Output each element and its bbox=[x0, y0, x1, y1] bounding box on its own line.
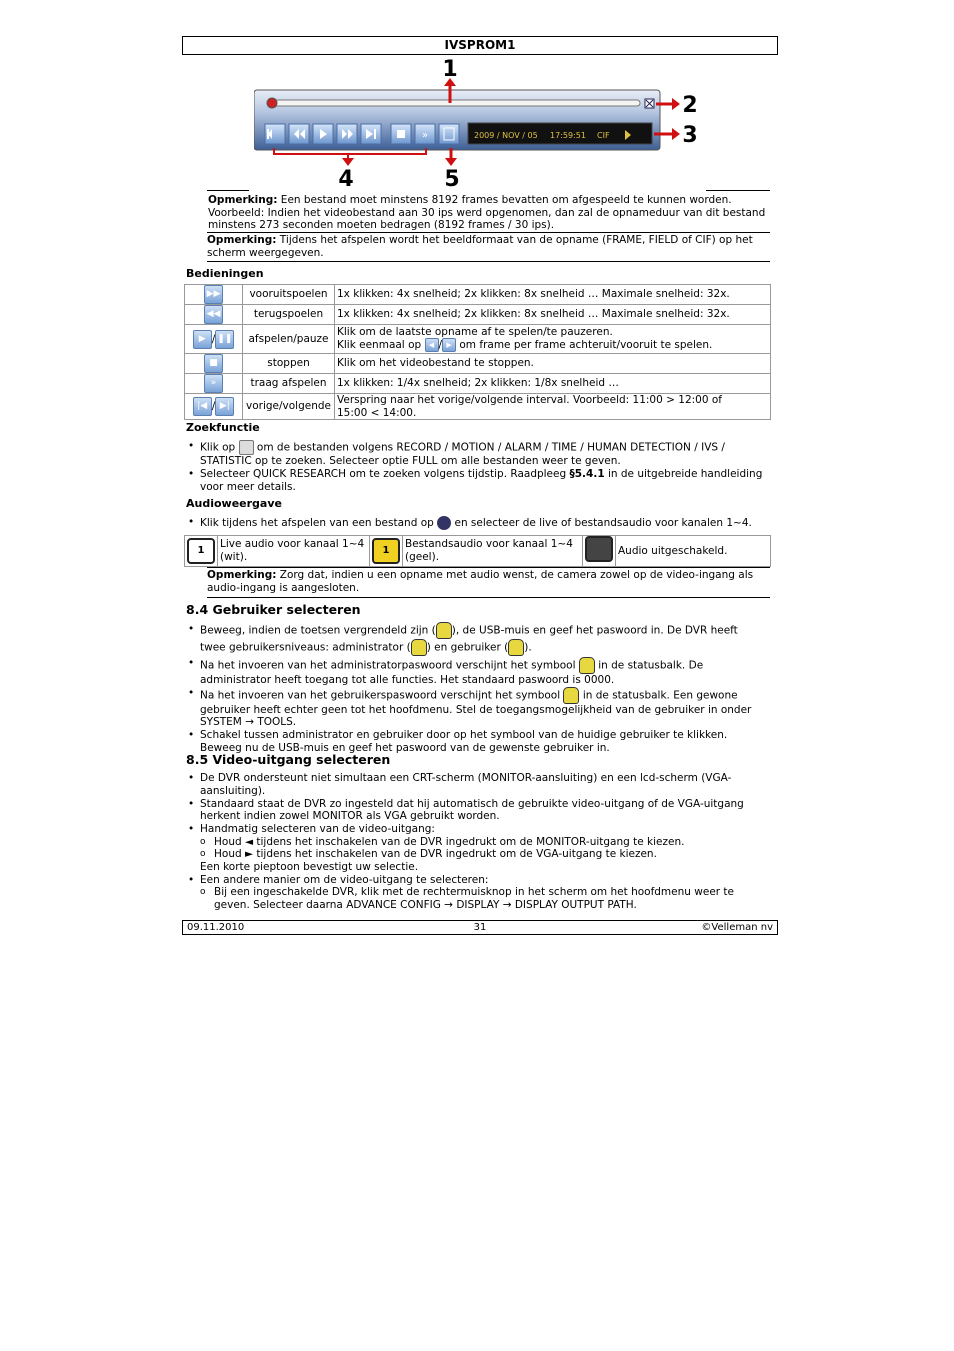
list-item: o Houd ◄ tijdens het inschakelen van de DVR ingedrukt om de MONITOR-uitgang te kiezen. bbox=[200, 836, 770, 849]
list-item: • Handmatig selecteren van de video-uitgang: o Houd ◄ tijdens het inschakelen van de DVR ingedrukt om de MONITOR-uitgang te kiezen. o Houd ► tijdens het inschakelen van de DVR ingedrukt om de VGA-uitgang te kiezen. Een korte pieptoon bevestigt uw selectie. bbox=[185, 823, 770, 873]
list-item: o Bij een ingeschakelde DVR, klik met de rechtermuisknop in het scherm om het hoofdmenu weer te geven. Selecteer daarna ADVANCE CONFIG → DISPLAY → DISPLAY OUTPUT PATH. bbox=[200, 886, 770, 911]
footer-date: 09.11.2010 bbox=[187, 922, 245, 933]
table-row: ▶ / ❚❚ afspelen/pauze Klik om de laatste opname af te spelen/te pauzeren. Klik eenmaal op ◀ / ▶ om frame per frame achteruit/vooruit te spelen. bbox=[185, 325, 771, 354]
audio-table bbox=[184, 535, 771, 567]
controls-heading: Bedieningen bbox=[186, 267, 264, 280]
step-forward-icon: ▶ bbox=[442, 338, 456, 352]
list-item: • Klik tijdens het afspelen van een bestand op en selecteer de live of bestandsaudio voor kanalen 1~4. bbox=[185, 516, 770, 530]
lock-icon bbox=[436, 622, 452, 639]
audio-heading: Audioweergave bbox=[186, 497, 282, 510]
page-number: 31 bbox=[473, 922, 487, 933]
pause-icon: ❚❚ bbox=[215, 330, 234, 349]
section-8-4-heading: 8.4 Gebruiker selecteren bbox=[186, 602, 361, 617]
page-header: IVSPROM1 bbox=[182, 36, 778, 55]
play-icon: ▶ bbox=[193, 330, 212, 349]
list-item: • Na het invoeren van het administratorpaswoord verschijnt het symbool in de statusbalk. De administrator heeft toegang tot alle functies. Het standaard paswoord is 0000. bbox=[185, 657, 770, 687]
player-illustration bbox=[254, 56, 714, 191]
search-heading: Zoekfunctie bbox=[186, 421, 260, 434]
search-list bbox=[185, 440, 770, 494]
svg-text:3: 3 bbox=[682, 123, 698, 148]
svg-text:5: 5 bbox=[444, 167, 460, 191]
section-8-5-list bbox=[185, 772, 770, 912]
search-icon bbox=[239, 440, 254, 455]
table-row: » traag afspelen 1x klikken: 1/4x snelheid; 2x klikken: 1/8x snelheid … bbox=[185, 374, 771, 394]
user-status-icon bbox=[563, 687, 579, 704]
list-item: • Een andere manier om de video-uitgang te selecteren: o Bij een ingeschakelde DVR, klik met de rechtermuisknop in het scherm om het hoofdmenu weer te geven. Selecteer daarna ADVANCE CONFIG → DISPLAY → DISPLAY OUTPUT PATH. bbox=[185, 874, 770, 912]
record-dot-icon bbox=[267, 98, 277, 108]
rule-left bbox=[207, 190, 249, 191]
list-item: • Schakel tussen administrator en gebruiker door op het symbool van de huidige gebruiker te klikken. Beweeg nu de USB-muis en geef het paswoord van de gewenste gebruiker in. bbox=[185, 729, 770, 754]
svg-text:2: 2 bbox=[682, 93, 698, 118]
note-audio: Opmerking: Zorg dat, indien u een opname met audio wenst, de camera zowel op de video-ingang als audio-ingang is aangesloten. bbox=[207, 567, 770, 594]
section-8-5-heading: 8.5 Video-uitgang selecteren bbox=[186, 752, 391, 767]
speaker-live-icon: 1 bbox=[187, 538, 215, 564]
player-date: 2009 / NOV / 05 bbox=[474, 131, 538, 140]
stop-icon: ■ bbox=[204, 354, 223, 373]
list-item: • Standaard staat de DVR zo ingesteld dat hij automatisch de gebruikte video-uitgang of de VGA-uitgang herkent indien zowel MONITOR als VGA gebruikt worden. bbox=[185, 798, 770, 823]
list-item: o Houd ► tijdens het inschakelen van de DVR ingedrukt om de VGA-uitgang te kiezen. bbox=[200, 848, 770, 861]
admin-icon bbox=[411, 639, 427, 656]
control-buttons bbox=[265, 124, 459, 144]
svg-text:»: » bbox=[421, 130, 429, 141]
previous-icon: |◀ bbox=[193, 397, 212, 416]
rule-note2 bbox=[207, 261, 770, 262]
player-figure bbox=[254, 56, 714, 191]
section-8-4-list bbox=[185, 622, 770, 755]
table-row: |◀ / ▶| vorige/volgende Verspring naar het vorige/volgende interval. Voorbeeld: 11:00 > 12:00 of 15:00 < 14:00. bbox=[185, 394, 771, 420]
note-format: Opmerking: Tijdens het afspelen wordt het beeldformaat van de opname (FRAME, FIELD of CIF) op het scherm weergegeven. bbox=[207, 232, 770, 259]
slow-play-icon: » bbox=[204, 374, 223, 393]
note-frames: Opmerking: Een bestand moet minstens 8192 frames bevatten om afgespeeld te kunnen worden. Voorbeeld: Indien het videobestand aan 30 ips werd opgenomen, dan zal de opnameduur van dit bestand minstens 273 seconden moeten bedragen (8192 frames / 30 ips). bbox=[208, 194, 766, 231]
list-item: • Klik op om de bestanden volgens RECORD / MOTION / ALARM / TIME / HUMAN DETECTION / IVS / STATISTIC op te zoeken. Selecteer optie FULL om alle bestanden weer te geven. bbox=[185, 440, 770, 468]
fast-forward-icon: ▶▶ bbox=[204, 285, 223, 304]
list-item: • Selecteer QUICK RESEARCH om te zoeken volgens tijdstip. Raadpleeg §5.4.1 in de uitgebreide handleiding voor meer details. bbox=[185, 468, 770, 493]
user-icon bbox=[508, 639, 524, 656]
player-format: CIF bbox=[597, 131, 610, 140]
list-item: • Beweeg, indien de toetsen vergrendeld zijn ( ), de USB-muis en geef het paswoord in. De DVR heeft twee gebruikersniveaus: administrator ( ) en gebruiker ( ). bbox=[185, 622, 770, 656]
svg-text:4: 4 bbox=[338, 167, 354, 191]
svg-text:1: 1 bbox=[442, 57, 458, 82]
list-item: • Na het invoeren van het gebruikerspaswoord verschijnt het symbool in de statusbalk. Een gewone gebruiker heeft echter geen tot het hoofdmenu. Stel de toegangsmogelijkheid van de gebruiker in onder SYSTEM → TOOLS. bbox=[185, 687, 770, 729]
player-time: 17:59:51 bbox=[550, 131, 586, 140]
rewind-icon: ◀◀ bbox=[204, 305, 223, 324]
audio-list bbox=[185, 516, 770, 531]
rule-right bbox=[706, 190, 770, 191]
table-row: ■ stoppen Klik om het videobestand te stoppen. bbox=[185, 354, 771, 374]
admin-status-icon bbox=[579, 657, 595, 674]
table-row: ▶▶ vooruitspoelen 1x klikken: 4x snelheid; 2x klikken: 8x snelheid … Maximale snelheid: 32x. bbox=[185, 285, 771, 305]
rule-note3 bbox=[207, 597, 770, 598]
step-back-icon: ◀ bbox=[425, 338, 439, 352]
audio-select-icon bbox=[437, 516, 451, 530]
footer-copyright: ©Velleman nv bbox=[701, 922, 773, 933]
speaker-file-icon: 1 bbox=[372, 538, 400, 564]
page-footer bbox=[182, 920, 778, 935]
controls-table bbox=[184, 284, 771, 420]
speaker-muted-icon bbox=[585, 536, 613, 562]
next-icon: ▶| bbox=[215, 397, 234, 416]
table-row: 1 Live audio voor kanaal 1~4 (wit). 1 Bestandsaudio voor kanaal 1~4 (geel). Audio uitgeschakeld. bbox=[185, 536, 771, 567]
table-row: ◀◀ terugspoelen 1x klikken: 4x snelheid; 2x klikken: 8x snelheid … Maximale snelheid: 32x. bbox=[185, 305, 771, 325]
list-item: • De DVR ondersteunt niet simultaan een CRT-scherm (MONITOR-aansluiting) en een lcd-scherm (VGA- aansluiting). bbox=[185, 772, 770, 797]
